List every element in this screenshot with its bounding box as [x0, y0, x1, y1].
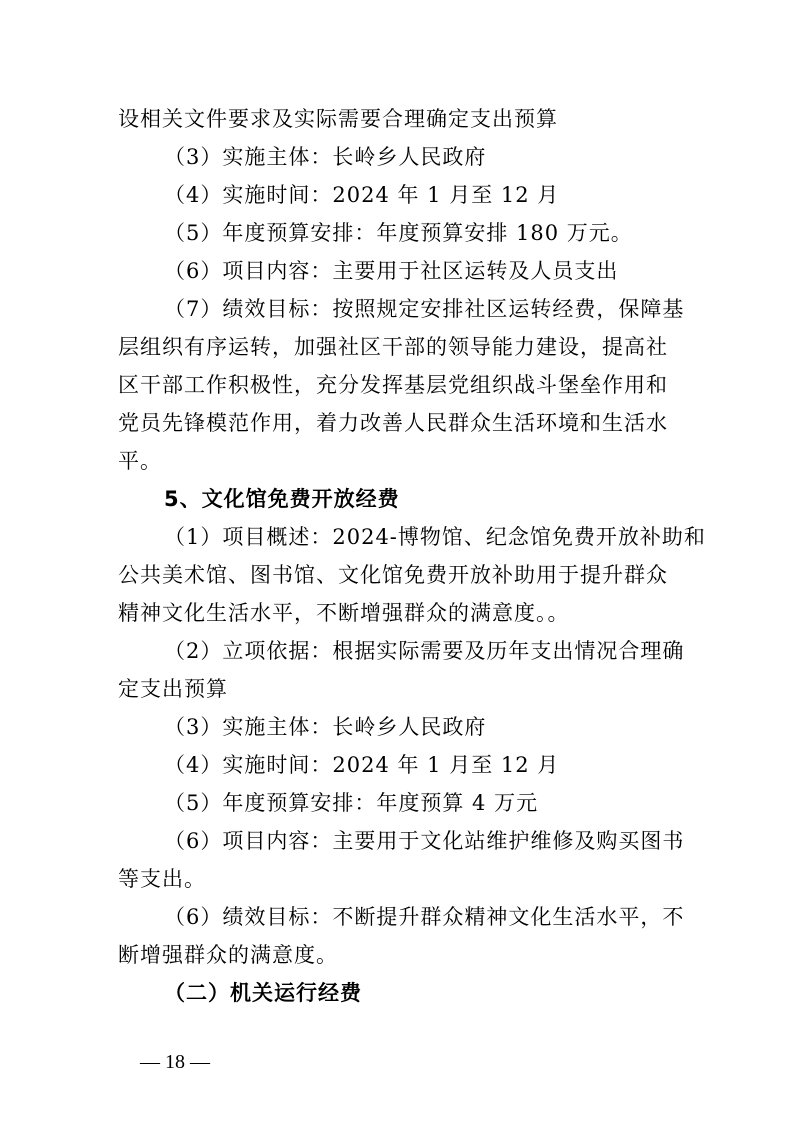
body-text-line: （2）立项依据：根据实际需要及历年支出情况合理确 — [164, 639, 685, 663]
body-text-line: 定支出预算 — [118, 677, 228, 701]
body-text-line: 精神文化生活水平，不断增强群众的满意度。。 — [118, 601, 570, 625]
body-text-line: （5）年度预算安排：年度预算 4 万元 — [164, 791, 539, 815]
section-heading: 5、文化馆免费开放经费 — [164, 487, 400, 511]
body-text-line: 党员先锋模范作用，着力改善人民群众生活环境和生活水 — [118, 411, 668, 435]
body-text-line: 公共美术馆、图书馆、文化馆免费开放补助用于提升群众 — [118, 563, 668, 587]
body-text-line: 设相关文件要求及实际需要合理确定支出预算 — [118, 107, 558, 131]
body-text-line: （4）实施时间：2024 年 1 月至 12 月 — [164, 183, 560, 207]
page-number: — 18 — — [140, 1051, 210, 1073]
body-text-line: （1）项目概述：2024-博物馆、纪念馆免费开放补助和 — [164, 525, 706, 549]
body-text-line: 等支出。 — [118, 867, 206, 891]
subsection-heading: （二）机关运行经费 — [164, 981, 362, 1005]
body-text-line: 区干部工作积极性，充分发挥基层党组织战斗堡垒作用和 — [118, 373, 668, 397]
body-text-line: 层组织有序运转，加强社区干部的领导能力建设，提高社 — [118, 335, 668, 359]
body-text-line: （6）项目内容：主要用于文化站维护维修及购买图书 — [164, 829, 685, 853]
body-text-line: 平。 — [118, 449, 162, 473]
body-text-line: （6）绩效目标：不断提升群众精神文化生活水平，不 — [164, 905, 685, 929]
body-text-line: （6）项目内容：主要用于社区运转及人员支出 — [164, 259, 619, 283]
body-text-line: （7）绩效目标：按照规定安排社区运转经费，保障基 — [164, 297, 685, 321]
body-text-line: （5）年度预算安排：年度预算安排 180 万元。 — [164, 221, 633, 245]
body-text-line: 断增强群众的满意度。 — [118, 943, 338, 967]
body-text-line: （4）实施时间：2024 年 1 月至 12 月 — [164, 753, 560, 777]
body-text-line: （3）实施主体：长岭乡人民政府 — [164, 145, 487, 169]
body-text-line: （3）实施主体：长岭乡人民政府 — [164, 715, 487, 739]
